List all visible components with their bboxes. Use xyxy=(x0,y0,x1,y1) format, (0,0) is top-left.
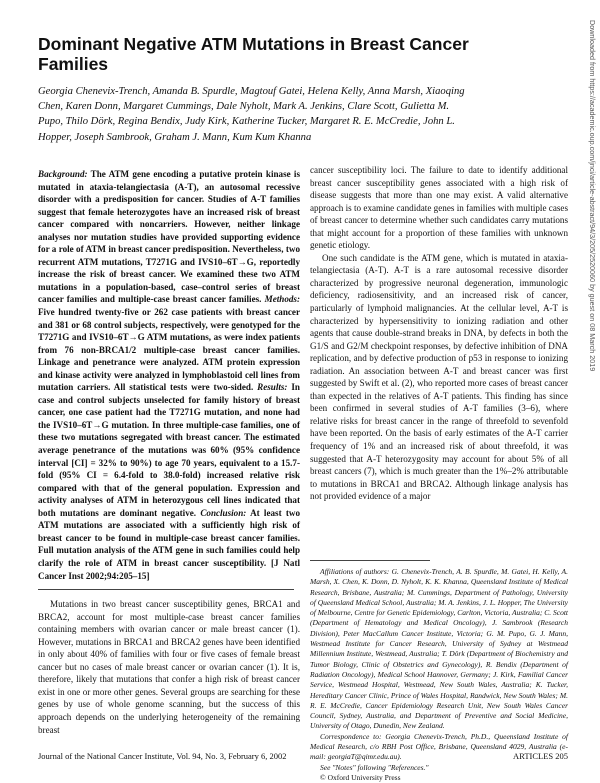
journal-citation: Journal of the National Cancer Institute, Vol. 94, No. 3, February 6, 2002 xyxy=(38,751,287,761)
conclusion-label: Conclusion: xyxy=(200,507,247,518)
download-watermark xyxy=(588,20,598,760)
body-paragraph-2: One such candidate is the ATM gene, which is mutated in ataxia-telangiectasia (A-T). A-T is a rare autosomal recessive disorder characterized by progressive neuronal degeneration, immunologic deficiency, radiosensitivity, and an increased risk of cancer, particularly of lymphoid malignancies. At the cellular level, A-T is characterized by hypersensitivity to ionizing radiation and other agents that cause double-strand breaks in DNA, by defects in both the G1/S and G2/M checkpoint responses, by defective inhibition of DNA replication, and by defective production of p53 in response to ionizing radiation. An association between A-T and breast cancer was first suggested by Swift et al. (2), who reported more cases of breast cancer than expected in the relatives of A-T patients. This finding has since been confirmed in several studies of A-T families (3–6), where relative risks for breast cancer in the range of threefold to sevenfold have been reported. On the basis of early estimates of the A-T carrier frequency of 1% and an increased risk of about threefold, it was suggested that A-T heterozygosity may account for about 5% of all breast cancers (7), which is much greater than the 1%–2% attributable to mutations in BRCA1 and BRCA2. Although linkage analysis has not provided evidence of a major xyxy=(310,252,568,502)
affiliations-text: Affiliations of authors: G. Chenevix-Trench, A. B. Spurdle, M. Gatei, H. Kelly, A. Marsh, X. Chen, K. Donn, D. Nyholt, K. K. Khanna, Queensland Institute of Medical Research, Brisbane, Australia; M. Cummings, Department of Pathology, University of Queensland Medical School, Australia; M. A. Jenkins, J. L. Hopper, The University of Melbourne, Centre for Genetic Epidemiology, Carlton, Victoria, Australia; C. Scott (Department of Hematology and Medical Oncology), J. Sambrook (Research Division), Peter MacCallum Cancer Institute, Victoria; G. M. Pupo, G. J. Mann, Westmead Institute for Cancer Research, University of Sydney at Westmead Millennium Institute, Westmead, Australia; T. Dörk (Department of Biochemistry and Tumor Biology, Clinic of Obstetrics and Gynecology), R. Bendix (Department of Radiation Oncology), Medical School Hannover, Germany; J. Kirk, Familial Cancer Service, Westmead Hospital, Westmead, New South Wales, Australia; K. Tucker, Hereditary Cancer Clinic, Prince of Wales Hospital, Randwick, New South Wales; M. R. E. McCredie, Cancer Epidemiology Research Unit, New South Wales Cancer Council, Sydney, Australia, and Department of Preventive and Social Medicine, University of Otago, Dunedin, New Zealand. xyxy=(310,567,568,731)
footnote-divider xyxy=(310,560,430,561)
affiliations-block xyxy=(310,560,568,783)
correspondence-text: Correspondence to: Georgia Chenevix-Trench, Ph.D., Queensland Institute of Medical Research, c/o RBH Post Office, Brisbane, Queensland 4029, Australia (e-mail: georgiaT@qimr.edu.au). xyxy=(310,731,568,762)
background-label: Background: xyxy=(38,169,88,179)
conclusion-text: At least two ATM mutations are associated with a sufficiently high risk of breast cancer to be found in multiple-case breast cancer families. Full mutation analysis of the ATM gene in such families could help clarify the role of ATM in breast cancer susceptibility. [J Natl Cancer Inst 2002;94:205–15] xyxy=(38,507,300,581)
copyright-text: © Oxford University Press xyxy=(320,772,401,782)
author-list: Georgia Chenevix-Trench, Amanda B. Spurdle, Magtouf Gatei, Helena Kelly, Anna Marsh, Xiaoqing Chen, Karen Donn, Margaret Cummings, Dale Nyholt, Mark A. Jenkins, Clare Scott, Gulietta M. Pupo, Thilo Dörk, Regina Bendix, Judy Kirk, Katherine Tucker, Margaret R. E. McCredie, John L. Hopper, Joseph Sambrook, Graham J. Mann, Kum Kum Khanna xyxy=(38,86,465,143)
intro-paragraph: Mutations in two breast cancer susceptibility genes, BRCA1 and BRCA2, account for most multiple-case breast cancer families containing members with ovarian cancer or male breast cancer (1). However, mutations in BRCA1 and BRCA2 genes have been identified in only about 40% of families with four or five cases of female breast cancer but no cases of male breast cancer or ovarian cancer (1). It is, therefore, likely that mutations that confer a high risk of breast cancer exist in one or more other genes. Several groups are searching for these genes by use of whole genome scanning, but the success of this approach depends on the underlying heterogeneity of the remaining breast xyxy=(38,599,300,735)
article-title: Dominant Negative ATM Mutations in Breast Cancer Families xyxy=(38,34,469,74)
page-footer xyxy=(38,751,568,762)
abstract-divider xyxy=(38,589,294,590)
methods-text: Five hundred twenty-five or 262 case patients with breast cancer and 381 or 68 control subjects, respectively, were genotyped for the T7271G and IVS10–6T→G ATM mutations, as were index patients from 76 non-BRCA1/2 multiple-case breast cancer families. Linkage and penetrance were analyzed. ATM protein expression and kinase activity were analyzed in lymphoblastoid cell lines from mutation carriers. All statistical tests were two-sided. xyxy=(38,307,300,393)
background-text: The ATM gene encoding a putative protein kinase is mutated in ataxia-telangiectasia (A-T), an autosomal recessive disorder with a predisposition for cancer. Studies of A-T families suggest that female heterozygotes have an increased risk of breast cancer compared with noncarriers. However, neither linkage analyses nor mutation studies have provided supporting evidence for a role of ATM in breast cancer predisposition. Nevertheless, two recurrent ATM mutations, T7271G and IVS10–6T→G, reportedly increase the risk of breast cancer. We examined these two ATM mutations in a population-based, case–control series of breast cancer families and multiple-case breast cancer families. xyxy=(38,169,300,305)
page-number: ARTICLES 205 xyxy=(513,751,568,761)
download-watermark-text: Downloaded from https://academic.oup.com/jnci/article-abstract/94/3/205/2520060 by guest on 08 March 2019 xyxy=(588,20,597,372)
results-text: In case and control subjects unselected for family history of breast cancer, one case patient had the T7271G mutation, and none had the IVS10–6T→G mutation. In three multiple-case families, one of these two mutations segregated with breast cancer. The estimated average penetrance of the mutations was 60% (95% confidence interval [CI] = 32% to 90%) to age 70 years, equivalent to a 15.7-fold (95% CI = 6.4-fold to 38.0-fold) increased relative risk compared with that of the general population. Expression and activity analyses of ATM in heterozygous cell lines indicated that both mutations are dominant negative. xyxy=(38,382,300,518)
methods-label: Methods: xyxy=(264,294,300,305)
results-label: Results: xyxy=(257,382,288,393)
see-notes-text: See "Notes" following "References." xyxy=(320,762,429,772)
right-column xyxy=(310,164,568,503)
body-paragraph-1: cancer susceptibility loci. The failure to date to identify additional breast cancer susceptibility genes associated with a high risk of disease suggests that more than one may exist. A valid alternative approach is to examine candidate genes in families with multiple cases of breast cancer to determine whether such candidates carry mutations that might account for a proportion of these families with unknown genetic etiology. xyxy=(310,165,568,251)
abstract xyxy=(38,168,300,582)
left-column xyxy=(38,168,300,736)
